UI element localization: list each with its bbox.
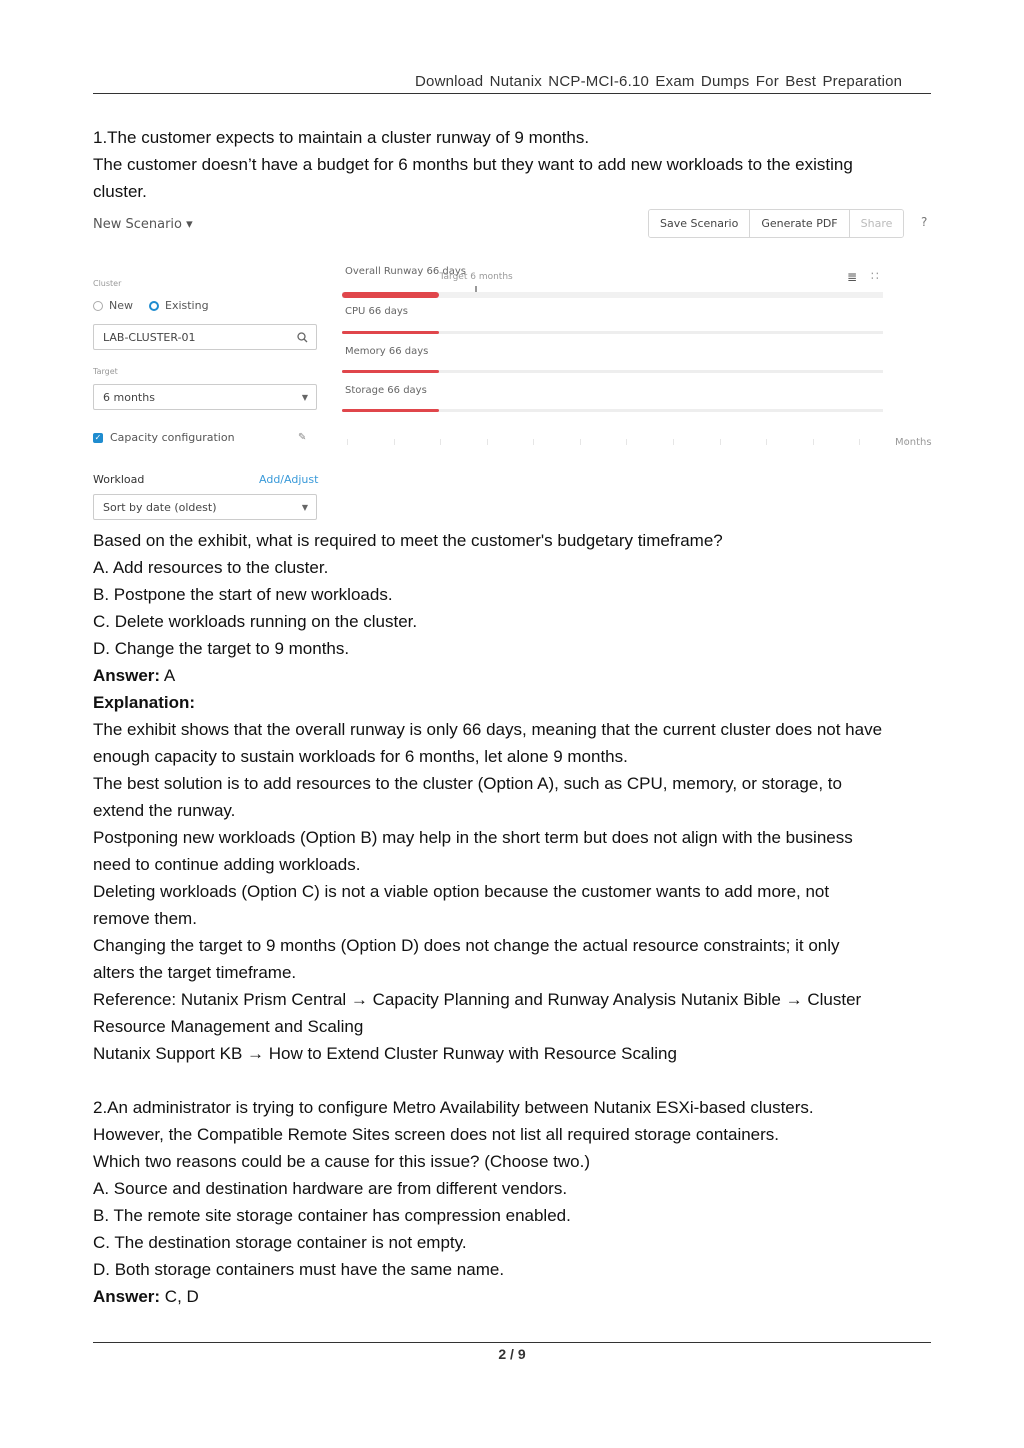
answer-line [93,662,943,689]
memory-runway-title: Memory 66 days [345,346,429,357]
storage-runway-bar [342,409,439,412]
option-d: D. Change the target to 9 months. [93,639,350,658]
storage-runway-track [342,409,883,412]
overall-runway-title: Overall Runway 66 days [345,266,467,277]
explanation-line: need to continue adding workloads. [93,855,361,874]
explanation-heading [93,689,943,716]
radio-existing-label: Existing [165,299,209,312]
spacer [93,1067,943,1094]
cpu-runway-track [342,331,883,334]
option-a: A. Add resources to the cluster. [93,558,329,577]
cluster-search-input[interactable] [93,324,317,350]
list-icon[interactable]: ≣ [847,270,858,284]
q2-option-c: C. The destination storage container is not empty. [93,1233,467,1252]
cpu-runway-title: CPU 66 days [345,306,409,317]
explanation-line: Reference: Nutanix Prism Central → Capacity Planning and Runway Analysis Nutanix Bible → Cluster [93,990,862,1009]
cluster-value: LAB-CLUSTER-01 [103,330,196,344]
chevron-down-icon: ▼ [301,392,308,402]
question-1-prompt: Based on the exhibit, what is required to meet the customer's budgetary timeframe? [93,531,723,550]
save-scenario-button[interactable]: Save Scenario [649,210,750,237]
generate-pdf-button[interactable]: Generate PDF [750,210,849,237]
answer-value: A [160,666,176,685]
overall-runway-track [342,292,883,298]
months-axis-label: Months [895,437,932,448]
target-label: Target [93,367,118,376]
workload-label: Workload [93,473,145,486]
explanation-label: Explanation: [93,693,196,712]
scenario-toolbar [648,209,904,238]
explanation-line: The exhibit shows that the overall runway is only 66 days, meaning that the current cluster does not have [93,720,883,739]
question-1-line: cluster. [93,182,147,201]
explanation-line: remove them. [93,909,197,928]
q2-option-d: D. Both storage containers must have the same name. [93,1260,505,1279]
grid-icon[interactable]: ∷ [871,269,879,283]
checkbox-checked-icon: ✓ [94,432,102,442]
q2-answer-label: Answer: [93,1287,161,1306]
explanation-line: The best solution is to add resources to the cluster (Option A), such as CPU, memory, or storage, to [93,774,842,793]
memory-runway-bar [342,370,439,373]
option-b: B. Postpone the start of new workloads. [93,585,393,604]
share-button[interactable]: Share [850,210,904,237]
capacity-configuration-checkbox[interactable] [93,431,235,444]
page-header: Download Nutanix NCP-MCI-6.10 Exam Dumps For Best Preparation [415,73,903,90]
capacity-planning-exhibit [90,205,935,523]
question-1-intro [93,124,943,205]
explanation-line: Postponing new workloads (Option B) may help in the short term but does not align with the business [93,828,853,847]
help-icon[interactable]: ? [921,215,928,229]
sort-value: Sort by date (oldest) [103,500,217,514]
question-2-line: 2.An administrator is trying to configure Metro Availability between Nutanix ESXi-based clusters. [93,1098,814,1117]
explanation-line: Deleting workloads (Option C) is not a viable option because the customer wants to add more, not [93,882,830,901]
question-1-line: The customer doesn’t have a budget for 6 months but they want to add new workloads to the existing [93,155,853,174]
answer-label: Answer: [93,666,161,685]
q2-answer-value: C, D [160,1287,199,1306]
search-icon [297,332,308,343]
explanation-line: enough capacity to sustain workloads for 6 months, let alone 9 months. [93,747,628,766]
storage-runway-title: Storage 66 days [345,385,427,396]
q2-option-b: B. The remote site storage container has compression enabled. [93,1206,571,1225]
overall-runway-bar [342,292,439,298]
header-divider [93,93,931,94]
workload-sort-select[interactable] [93,494,317,520]
explanation-line: Nutanix Support KB → How to Extend Cluster Runway with Resource Scaling [93,1044,677,1063]
cluster-label: Cluster [93,279,122,288]
question-2-line: Which two reasons could be a cause for this issue? (Choose two.) [93,1152,591,1171]
page-number: 2 / 9 [498,1346,526,1362]
question-1-body [93,527,943,1310]
q2-option-a: A. Source and destination hardware are from different vendors. [93,1179,568,1198]
radio-new-label: New [109,299,133,312]
scenario-menu[interactable]: New Scenario ▾ [93,217,193,232]
month-axis-ticks [347,439,907,445]
option-c: C. Delete workloads running on the cluster. [93,612,418,631]
question-2-line: However, the Compatible Remote Sites screen does not list all required storage containers. [93,1125,780,1144]
explanation-line: Resource Management and Scaling [93,1017,364,1036]
add-adjust-link[interactable]: Add/Adjust [259,473,319,486]
chevron-down-icon: ▼ [301,502,308,512]
explanation-line: alters the target timeframe. [93,963,297,982]
pencil-icon[interactable]: ✎ [298,432,307,443]
target-select[interactable] [93,384,317,410]
memory-runway-track [342,370,883,373]
target-value: 6 months [103,390,155,404]
radio-new[interactable] [93,299,133,312]
footer-divider [93,1342,931,1343]
question-1-line: 1.The customer expects to maintain a cluster runway of 9 months. [93,128,590,147]
q2-answer-line [93,1283,943,1310]
capacity-configuration-label: Capacity configuration [110,431,235,444]
target-marker-label: Target 6 months [439,272,513,282]
cpu-runway-bar [342,331,439,334]
cluster-type-radios [93,299,209,312]
explanation-line: extend the runway. [93,801,236,820]
radio-existing[interactable] [149,299,209,312]
explanation-line: Changing the target to 9 months (Option D) does not change the actual resource constraints; it only [93,936,840,955]
